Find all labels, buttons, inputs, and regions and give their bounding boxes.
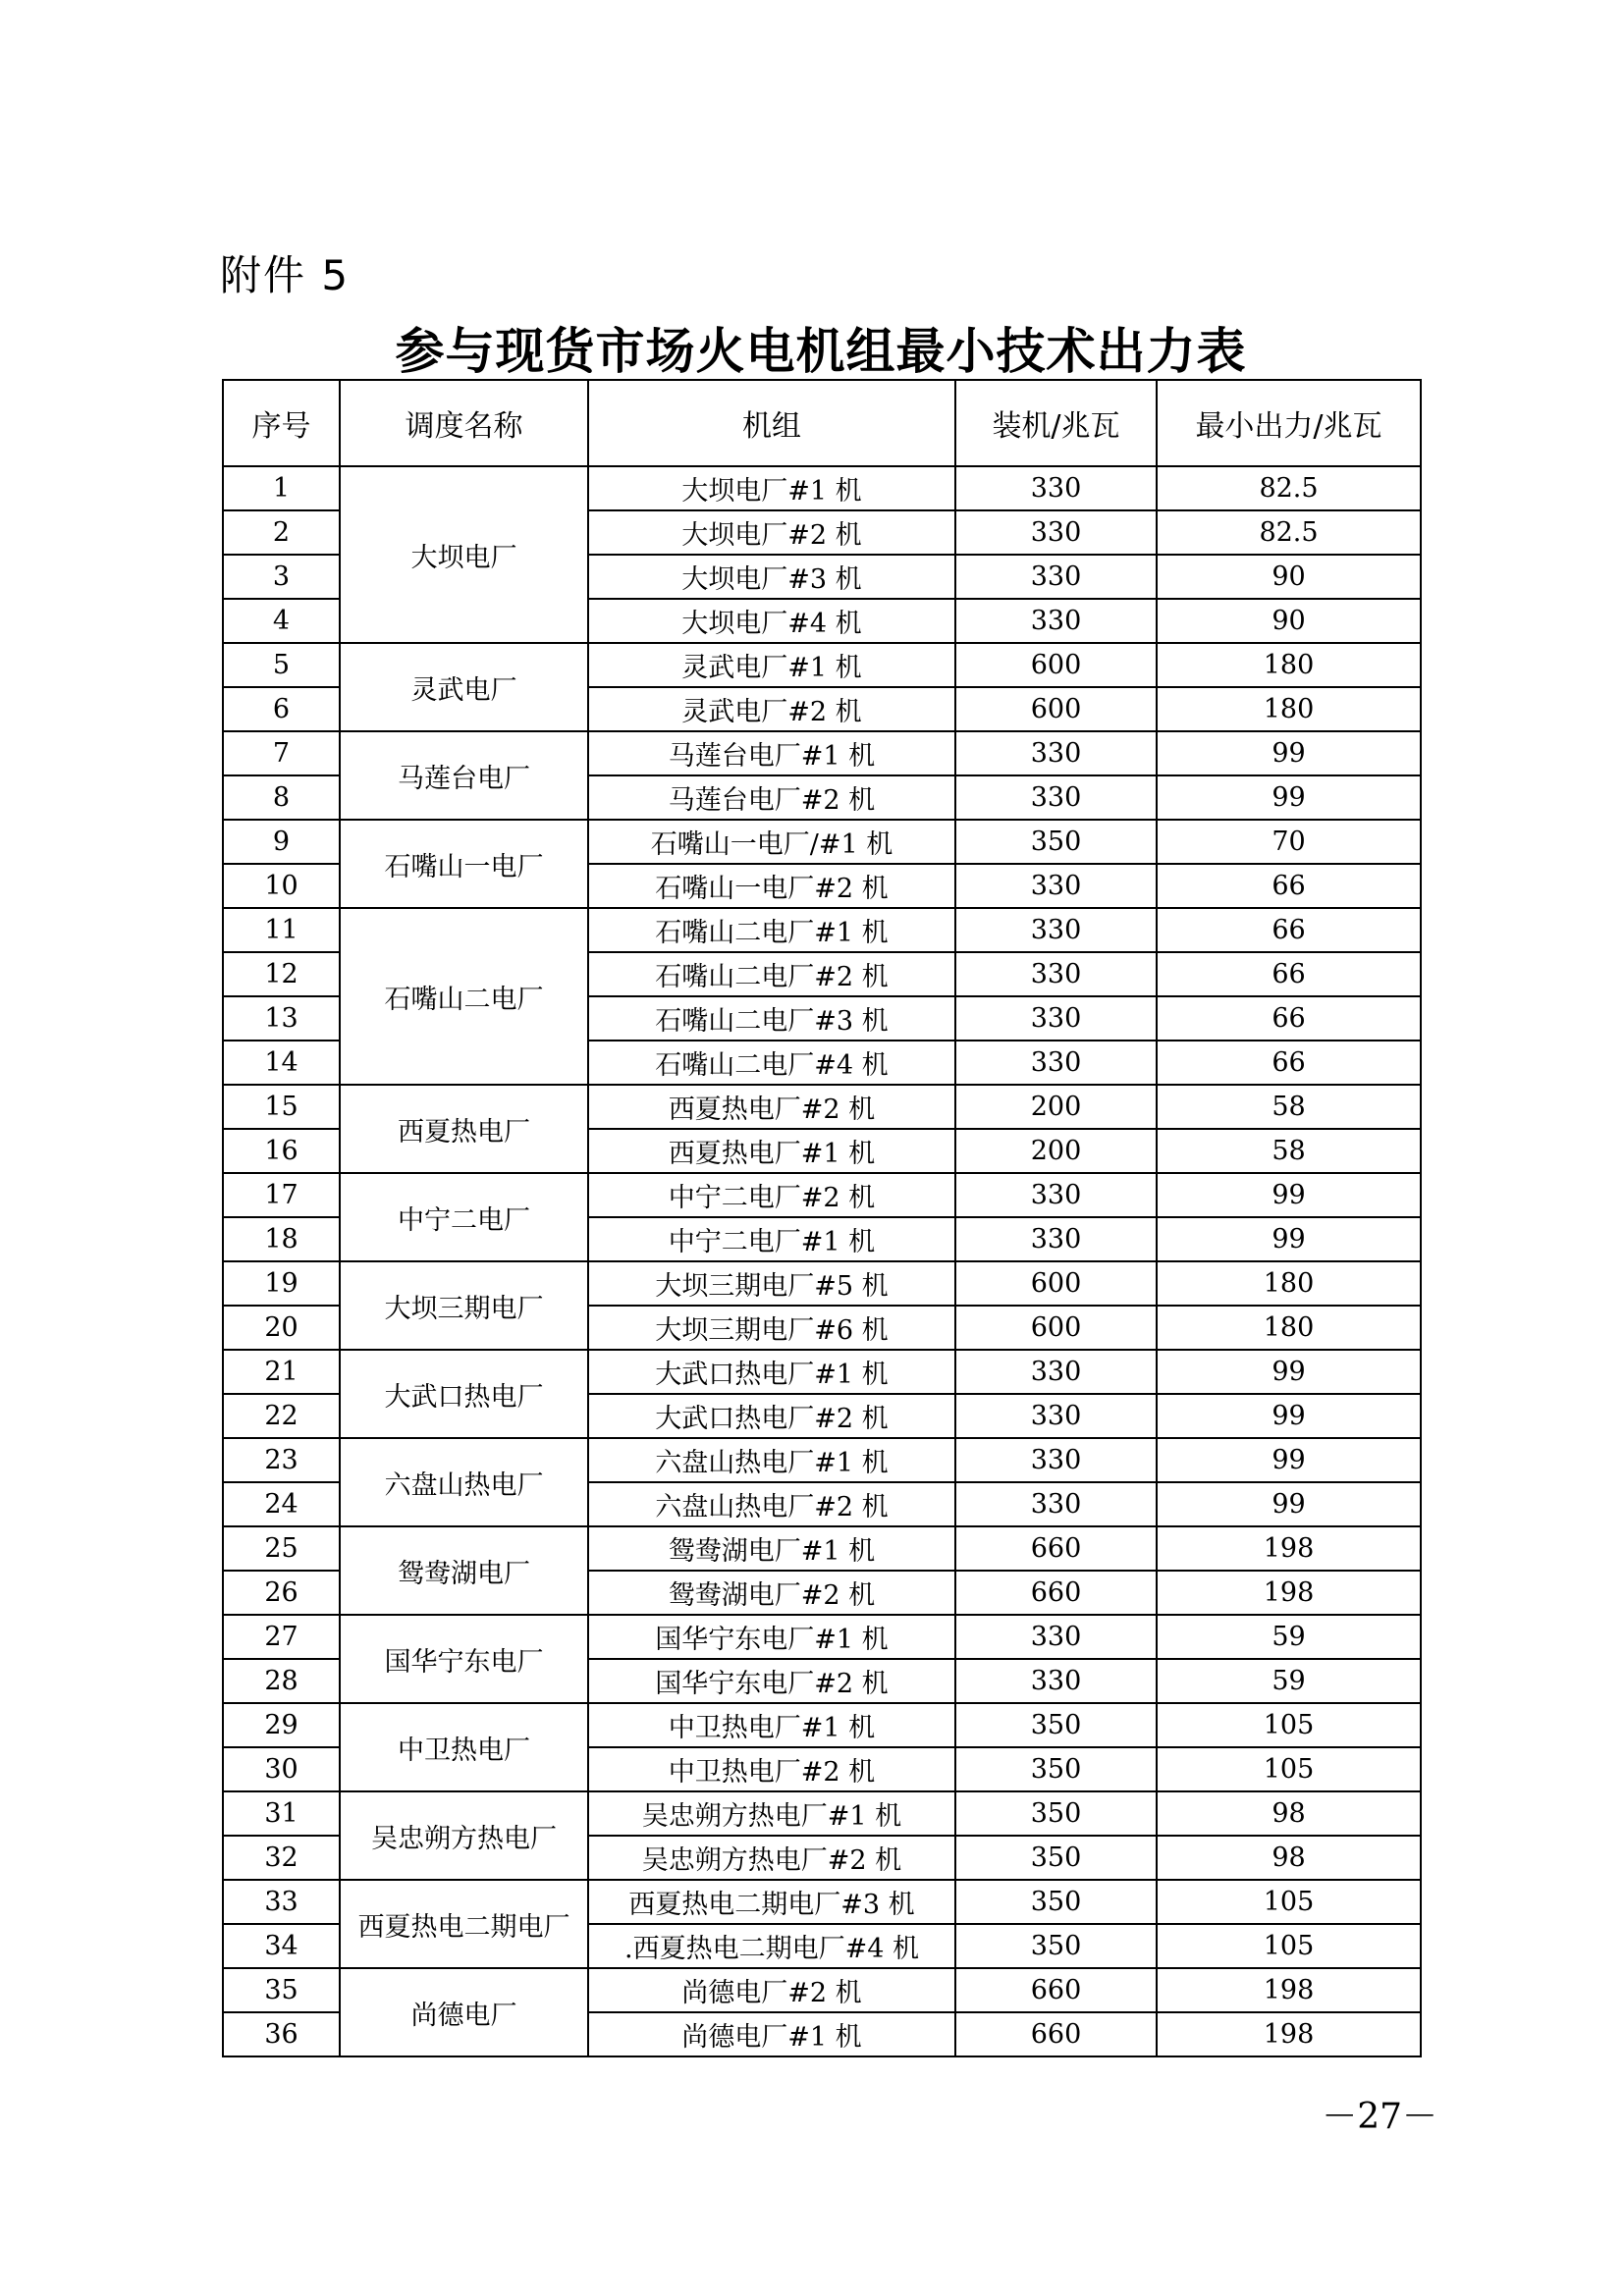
- unit-cell: 中卫热电厂#2 机: [588, 1747, 955, 1791]
- capacity-cell: 350: [955, 1747, 1157, 1791]
- unit-output-table: [222, 379, 1422, 2057]
- min-output-cell: 180: [1157, 1261, 1421, 1306]
- column-header-unit: 机组: [588, 380, 955, 466]
- table-row: [223, 1173, 1421, 1217]
- serial-cell: 32: [223, 1836, 340, 1880]
- table-row: [223, 820, 1421, 864]
- unit-cell: 大坝电厂#3 机: [588, 555, 955, 599]
- min-output-cell: 58: [1157, 1085, 1421, 1129]
- table-row: [223, 643, 1421, 687]
- serial-cell: 17: [223, 1173, 340, 1217]
- unit-cell: 国华宁东电厂#1 机: [588, 1615, 955, 1659]
- capacity-cell: 660: [955, 1968, 1157, 2012]
- serial-cell: 21: [223, 1350, 340, 1394]
- capacity-cell: 600: [955, 1306, 1157, 1350]
- unit-cell: 中宁二电厂#1 机: [588, 1217, 955, 1261]
- unit-cell: 石嘴山二电厂#3 机: [588, 996, 955, 1041]
- capacity-cell: 330: [955, 1659, 1157, 1703]
- column-header-capacity: 装机/兆瓦: [955, 380, 1157, 466]
- capacity-cell: 350: [955, 1836, 1157, 1880]
- unit-cell: 灵武电厂#1 机: [588, 643, 955, 687]
- capacity-cell: 330: [955, 599, 1157, 643]
- table-row: [223, 1438, 1421, 1482]
- min-output-cell: 99: [1157, 1173, 1421, 1217]
- min-output-cell: 59: [1157, 1659, 1421, 1703]
- capacity-cell: 330: [955, 1350, 1157, 1394]
- capacity-cell: 330: [955, 1041, 1157, 1085]
- min-output-cell: 99: [1157, 775, 1421, 820]
- capacity-cell: 200: [955, 1129, 1157, 1173]
- dispatch-name-cell: 大武口热电厂: [340, 1350, 588, 1438]
- min-output-cell: 198: [1157, 1571, 1421, 1615]
- dispatch-name-cell: 吴忠朔方热电厂: [340, 1791, 588, 1880]
- capacity-cell: 350: [955, 1880, 1157, 1924]
- serial-cell: 14: [223, 1041, 340, 1085]
- capacity-cell: 350: [955, 1924, 1157, 1968]
- unit-cell: 吴忠朔方热电厂#2 机: [588, 1836, 955, 1880]
- unit-cell: 鸳鸯湖电厂#2 机: [588, 1571, 955, 1615]
- unit-cell: 西夏热电厂#2 机: [588, 1085, 955, 1129]
- capacity-cell: 330: [955, 996, 1157, 1041]
- serial-cell: 7: [223, 731, 340, 775]
- unit-cell: 石嘴山二电厂#4 机: [588, 1041, 955, 1085]
- min-output-cell: 82.5: [1157, 466, 1421, 510]
- serial-cell: 13: [223, 996, 340, 1041]
- unit-cell: 中卫热电厂#1 机: [588, 1703, 955, 1747]
- capacity-cell: 330: [955, 555, 1157, 599]
- serial-cell: 3: [223, 555, 340, 599]
- min-output-cell: 180: [1157, 1306, 1421, 1350]
- min-output-cell: 105: [1157, 1703, 1421, 1747]
- min-output-cell: 90: [1157, 555, 1421, 599]
- serial-cell: 1: [223, 466, 340, 510]
- table-body: [223, 466, 1421, 2056]
- serial-cell: 27: [223, 1615, 340, 1659]
- serial-cell: 36: [223, 2012, 340, 2056]
- capacity-cell: 330: [955, 1217, 1157, 1261]
- serial-cell: 9: [223, 820, 340, 864]
- serial-cell: 8: [223, 775, 340, 820]
- table-row: [223, 1261, 1421, 1306]
- dispatch-name-cell: 大坝三期电厂: [340, 1261, 588, 1350]
- unit-cell: 国华宁东电厂#2 机: [588, 1659, 955, 1703]
- capacity-cell: 660: [955, 1571, 1157, 1615]
- unit-cell: 马莲台电厂#2 机: [588, 775, 955, 820]
- capacity-cell: 330: [955, 510, 1157, 555]
- serial-cell: 29: [223, 1703, 340, 1747]
- serial-cell: 18: [223, 1217, 340, 1261]
- unit-cell: 大武口热电厂#2 机: [588, 1394, 955, 1438]
- column-header-serial: 序号: [223, 380, 340, 466]
- table-row: [223, 1968, 1421, 2012]
- unit-cell: 大坝三期电厂#6 机: [588, 1306, 955, 1350]
- min-output-cell: 180: [1157, 643, 1421, 687]
- min-output-cell: 98: [1157, 1791, 1421, 1836]
- capacity-cell: 660: [955, 1526, 1157, 1571]
- serial-cell: 6: [223, 687, 340, 731]
- serial-cell: 26: [223, 1571, 340, 1615]
- min-output-cell: 66: [1157, 864, 1421, 908]
- table-row: [223, 1526, 1421, 1571]
- serial-cell: 5: [223, 643, 340, 687]
- table-row: [223, 1703, 1421, 1747]
- min-output-cell: 99: [1157, 731, 1421, 775]
- min-output-cell: 105: [1157, 1747, 1421, 1791]
- capacity-cell: 330: [955, 1173, 1157, 1217]
- table-row: [223, 466, 1421, 510]
- unit-cell: 西夏热电厂#1 机: [588, 1129, 955, 1173]
- unit-cell: 大坝电厂#2 机: [588, 510, 955, 555]
- table-row: [223, 1350, 1421, 1394]
- dispatch-name-cell: 西夏热电厂: [340, 1085, 588, 1173]
- min-output-cell: 58: [1157, 1129, 1421, 1173]
- dispatch-name-cell: 马莲台电厂: [340, 731, 588, 820]
- serial-cell: 12: [223, 952, 340, 996]
- min-output-cell: 99: [1157, 1394, 1421, 1438]
- unit-cell: .西夏热电二期电厂#4 机: [588, 1924, 955, 1968]
- attachment-label: 附件 5: [220, 251, 351, 299]
- dispatch-name-cell: 国华宁东电厂: [340, 1615, 588, 1703]
- header-row: [223, 380, 1421, 466]
- serial-cell: 15: [223, 1085, 340, 1129]
- capacity-cell: 330: [955, 775, 1157, 820]
- unit-cell: 大武口热电厂#1 机: [588, 1350, 955, 1394]
- capacity-cell: 330: [955, 864, 1157, 908]
- capacity-cell: 200: [955, 1085, 1157, 1129]
- page-number: －27－: [1322, 2097, 1437, 2137]
- serial-cell: 25: [223, 1526, 340, 1571]
- min-output-cell: 198: [1157, 1526, 1421, 1571]
- serial-cell: 19: [223, 1261, 340, 1306]
- dispatch-name-cell: 石嘴山一电厂: [340, 820, 588, 908]
- table-row: [223, 1085, 1421, 1129]
- min-output-cell: 98: [1157, 1836, 1421, 1880]
- serial-cell: 20: [223, 1306, 340, 1350]
- capacity-cell: 350: [955, 820, 1157, 864]
- serial-cell: 30: [223, 1747, 340, 1791]
- capacity-cell: 330: [955, 1615, 1157, 1659]
- serial-cell: 34: [223, 1924, 340, 1968]
- capacity-cell: 350: [955, 1703, 1157, 1747]
- dispatch-name-cell: 石嘴山二电厂: [340, 908, 588, 1085]
- capacity-cell: 330: [955, 1438, 1157, 1482]
- serial-cell: 4: [223, 599, 340, 643]
- dispatch-name-cell: 鸳鸯湖电厂: [340, 1526, 588, 1615]
- unit-cell: 尚德电厂#1 机: [588, 2012, 955, 2056]
- column-header-dispatch-name: 调度名称: [340, 380, 588, 466]
- capacity-cell: 330: [955, 731, 1157, 775]
- serial-cell: 24: [223, 1482, 340, 1526]
- capacity-cell: 660: [955, 2012, 1157, 2056]
- dispatch-name-cell: 中卫热电厂: [340, 1703, 588, 1791]
- unit-cell: 鸳鸯湖电厂#1 机: [588, 1526, 955, 1571]
- min-output-cell: 66: [1157, 1041, 1421, 1085]
- unit-cell: 石嘴山一电厂#2 机: [588, 864, 955, 908]
- min-output-cell: 105: [1157, 1924, 1421, 1968]
- column-header-min-output: 最小出力/兆瓦: [1157, 380, 1421, 466]
- min-output-cell: 70: [1157, 820, 1421, 864]
- unit-cell: 大坝电厂#1 机: [588, 466, 955, 510]
- table-row: [223, 1880, 1421, 1924]
- capacity-cell: 600: [955, 1261, 1157, 1306]
- unit-cell: 六盘山热电厂#1 机: [588, 1438, 955, 1482]
- unit-cell: 石嘴山二电厂#2 机: [588, 952, 955, 996]
- unit-cell: 石嘴山二电厂#1 机: [588, 908, 955, 952]
- min-output-cell: 99: [1157, 1217, 1421, 1261]
- serial-cell: 31: [223, 1791, 340, 1836]
- min-output-cell: 90: [1157, 599, 1421, 643]
- capacity-cell: 600: [955, 687, 1157, 731]
- serial-cell: 2: [223, 510, 340, 555]
- table-header: [223, 380, 1421, 466]
- capacity-cell: 330: [955, 466, 1157, 510]
- unit-cell: 大坝电厂#4 机: [588, 599, 955, 643]
- capacity-cell: 600: [955, 643, 1157, 687]
- capacity-cell: 330: [955, 952, 1157, 996]
- min-output-cell: 180: [1157, 687, 1421, 731]
- unit-cell: 石嘴山一电厂/#1 机: [588, 820, 955, 864]
- min-output-cell: 66: [1157, 996, 1421, 1041]
- capacity-cell: 330: [955, 1394, 1157, 1438]
- min-output-cell: 198: [1157, 1968, 1421, 2012]
- min-output-cell: 82.5: [1157, 510, 1421, 555]
- dispatch-name-cell: 尚德电厂: [340, 1968, 588, 2056]
- serial-cell: 22: [223, 1394, 340, 1438]
- min-output-cell: 99: [1157, 1350, 1421, 1394]
- dispatch-name-cell: 西夏热电二期电厂: [340, 1880, 588, 1968]
- serial-cell: 35: [223, 1968, 340, 2012]
- unit-cell: 吴忠朔方热电厂#1 机: [588, 1791, 955, 1836]
- table-row: [223, 731, 1421, 775]
- capacity-cell: 330: [955, 908, 1157, 952]
- min-output-cell: 59: [1157, 1615, 1421, 1659]
- dispatch-name-cell: 中宁二电厂: [340, 1173, 588, 1261]
- serial-cell: 28: [223, 1659, 340, 1703]
- unit-cell: 西夏热电二期电厂#3 机: [588, 1880, 955, 1924]
- unit-cell: 尚德电厂#2 机: [588, 1968, 955, 2012]
- unit-cell: 灵武电厂#2 机: [588, 687, 955, 731]
- serial-cell: 33: [223, 1880, 340, 1924]
- table-row: [223, 1791, 1421, 1836]
- unit-cell: 六盘山热电厂#2 机: [588, 1482, 955, 1526]
- capacity-cell: 330: [955, 1482, 1157, 1526]
- unit-cell: 大坝三期电厂#5 机: [588, 1261, 955, 1306]
- serial-cell: 10: [223, 864, 340, 908]
- dispatch-name-cell: 大坝电厂: [340, 466, 588, 643]
- table-row: [223, 908, 1421, 952]
- min-output-cell: 99: [1157, 1438, 1421, 1482]
- min-output-cell: 99: [1157, 1482, 1421, 1526]
- dispatch-name-cell: 灵武电厂: [340, 643, 588, 731]
- min-output-cell: 66: [1157, 952, 1421, 996]
- min-output-cell: 198: [1157, 2012, 1421, 2056]
- table-row: [223, 1615, 1421, 1659]
- document-title: 参与现货市场火电机组最小技术出力表: [395, 322, 1247, 380]
- serial-cell: 16: [223, 1129, 340, 1173]
- dispatch-name-cell: 六盘山热电厂: [340, 1438, 588, 1526]
- serial-cell: 23: [223, 1438, 340, 1482]
- unit-cell: 马莲台电厂#1 机: [588, 731, 955, 775]
- serial-cell: 11: [223, 908, 340, 952]
- capacity-cell: 350: [955, 1791, 1157, 1836]
- min-output-cell: 66: [1157, 908, 1421, 952]
- min-output-cell: 105: [1157, 1880, 1421, 1924]
- unit-cell: 中宁二电厂#2 机: [588, 1173, 955, 1217]
